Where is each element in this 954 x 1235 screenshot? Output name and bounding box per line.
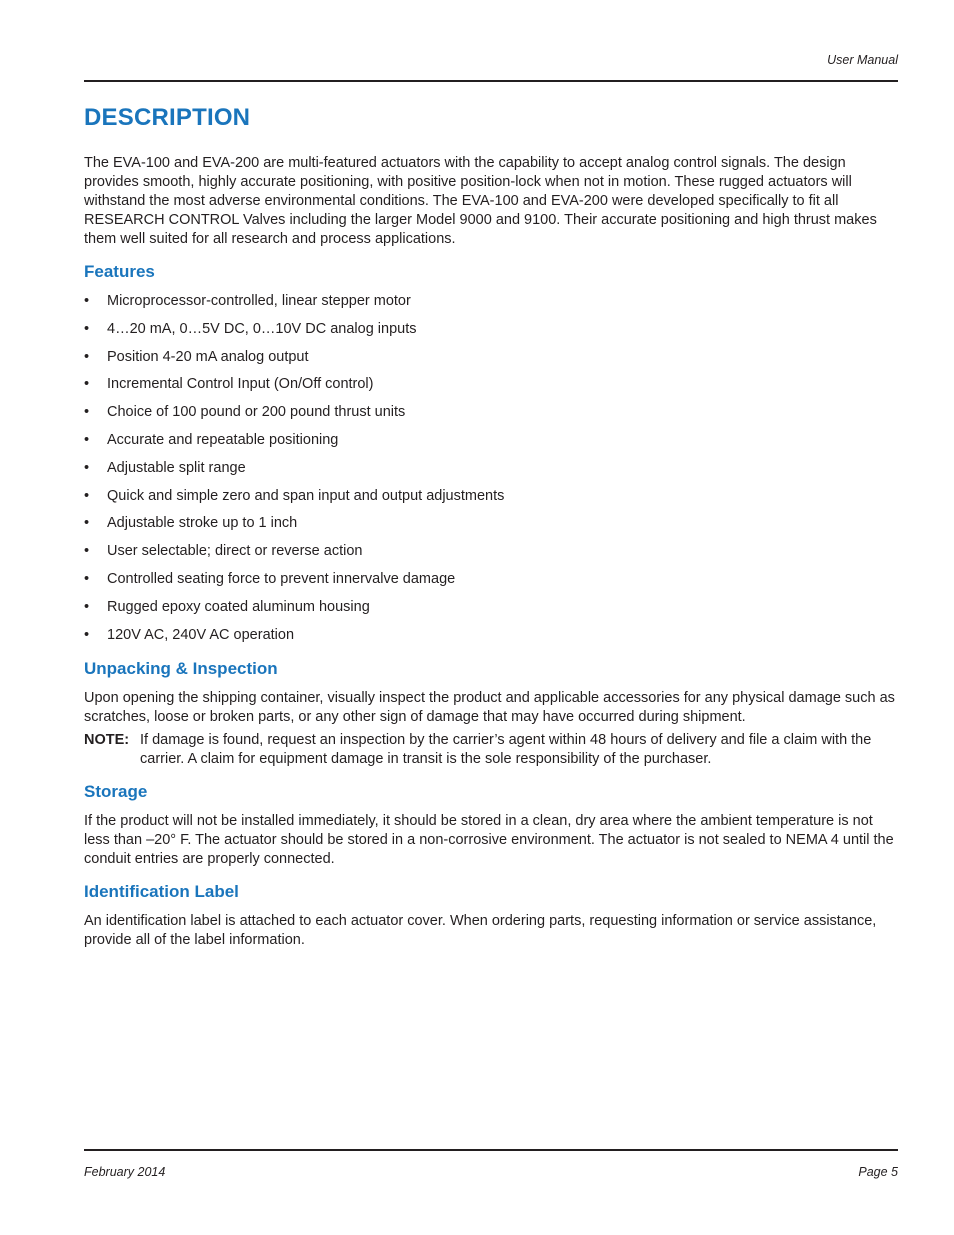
feature-text: Microprocessor-controlled, linear stepper motor — [107, 293, 411, 309]
bullet-icon: • — [84, 543, 90, 560]
feature-text: 4…20 mA, 0…5V DC, 0…10V DC analog inputs — [107, 320, 417, 337]
feature-text: User selectable; direct or reverse action — [107, 543, 363, 560]
bullet-icon: • — [84, 570, 90, 587]
page-content — [84, 104, 898, 963]
bullet-icon: • — [84, 626, 90, 643]
footer-rule — [84, 1149, 898, 1151]
feature-text: Accurate and repeatable positioning — [107, 431, 339, 448]
feature-text: 120V AC, 240V AC operation — [107, 626, 295, 643]
identification-heading: Identification Label — [84, 881, 239, 901]
feature-text: Adjustable stroke up to 1 inch — [107, 515, 298, 532]
page-number: Page 5 — [858, 1165, 898, 1179]
bullet-icon: • — [84, 348, 90, 365]
header-label: User Manual — [827, 53, 898, 67]
bullet-icon: • — [84, 320, 90, 337]
page-title: DESCRIPTION — [84, 104, 251, 131]
feature-text: Rugged epoxy coated aluminum housing — [107, 598, 370, 615]
header-rule — [84, 80, 898, 82]
bullet-icon: • — [84, 376, 90, 393]
feature-text: Quick and simple zero and span input and output adjustments — [107, 487, 505, 504]
unpacking-heading: Unpacking & Inspection — [84, 658, 278, 678]
list-item — [84, 459, 898, 478]
list-item — [84, 348, 898, 367]
note-label: NOTE: — [84, 731, 130, 748]
list-item — [84, 320, 898, 339]
note-block — [84, 731, 898, 769]
feature-text: Adjustable split range — [107, 459, 246, 476]
feature-text: Choice of 100 pound or 200 pound thrust units — [107, 404, 406, 421]
feature-text: Controlled seating force to prevent innervalve damage — [107, 570, 456, 587]
list-item — [84, 431, 898, 450]
list-item — [84, 375, 898, 394]
list-item — [84, 403, 898, 422]
bullet-icon: • — [84, 459, 90, 476]
list-item — [84, 598, 898, 617]
identification-paragraph: An identification label is attached to each actuator cover. When ordering parts, requesting information or service assistance, provide all of the label information. — [84, 912, 877, 948]
bullet-icon: • — [84, 431, 90, 448]
footer-date: February 2014 — [84, 1165, 166, 1179]
bullet-icon: • — [84, 404, 90, 421]
intro-paragraph: The EVA-100 and EVA-200 are multi-featured actuators with the capability to accept analog control signals. The design provides smooth, highly accurate positioning, with positive position-lock when not in motion. These rugged actuators will withstand the most adverse environmental conditions. The EVA-100 and EVA-200 were developed specifically to fit all RESEARCH CONTROL Valves including the larger Model 9000 and 9100. Their accurate positioning and high thrust makes them well suited for all research and process applications. — [84, 155, 877, 247]
bullet-icon: • — [84, 515, 90, 532]
bullet-icon: • — [84, 487, 90, 504]
bullet-icon: • — [84, 598, 90, 615]
unpacking-paragraph: Upon opening the shipping container, visually inspect the product and applicable accessories for any physical damage such as scratches, loose or broken parts, or any other sign of damage that may have occurred during shipment. — [84, 689, 895, 725]
feature-text: Position 4-20 mA analog output — [107, 348, 309, 365]
list-item — [84, 514, 898, 533]
list-item — [84, 292, 898, 311]
features-heading: Features — [84, 262, 155, 281]
unpacking-section — [84, 659, 898, 769]
storage-heading: Storage — [84, 781, 148, 801]
features-list — [84, 292, 898, 645]
storage-paragraph: If the product will not be installed immediately, it should be stored in a clean, dry area where the ambient temperature is not less than –20° F. The actuator should be stored in a non-corrosive environment. The actuator is not sealed to NEMA 4 until the conduit entries are properly connected. — [84, 812, 894, 867]
list-item — [84, 542, 898, 561]
features-section — [84, 262, 898, 645]
identification-section — [84, 882, 898, 950]
list-item — [84, 626, 898, 645]
storage-section — [84, 782, 898, 869]
note-text: If damage is found, request an inspection by the carrier’s agent within 48 hours of delivery and file a claim with the carrier. A claim for equipment damage in transit is the sole responsibility of the purchaser. — [140, 731, 872, 767]
list-item — [84, 570, 898, 589]
feature-text: Incremental Control Input (On/Off control) — [107, 376, 374, 393]
list-item — [84, 487, 898, 506]
bullet-icon: • — [84, 293, 90, 309]
